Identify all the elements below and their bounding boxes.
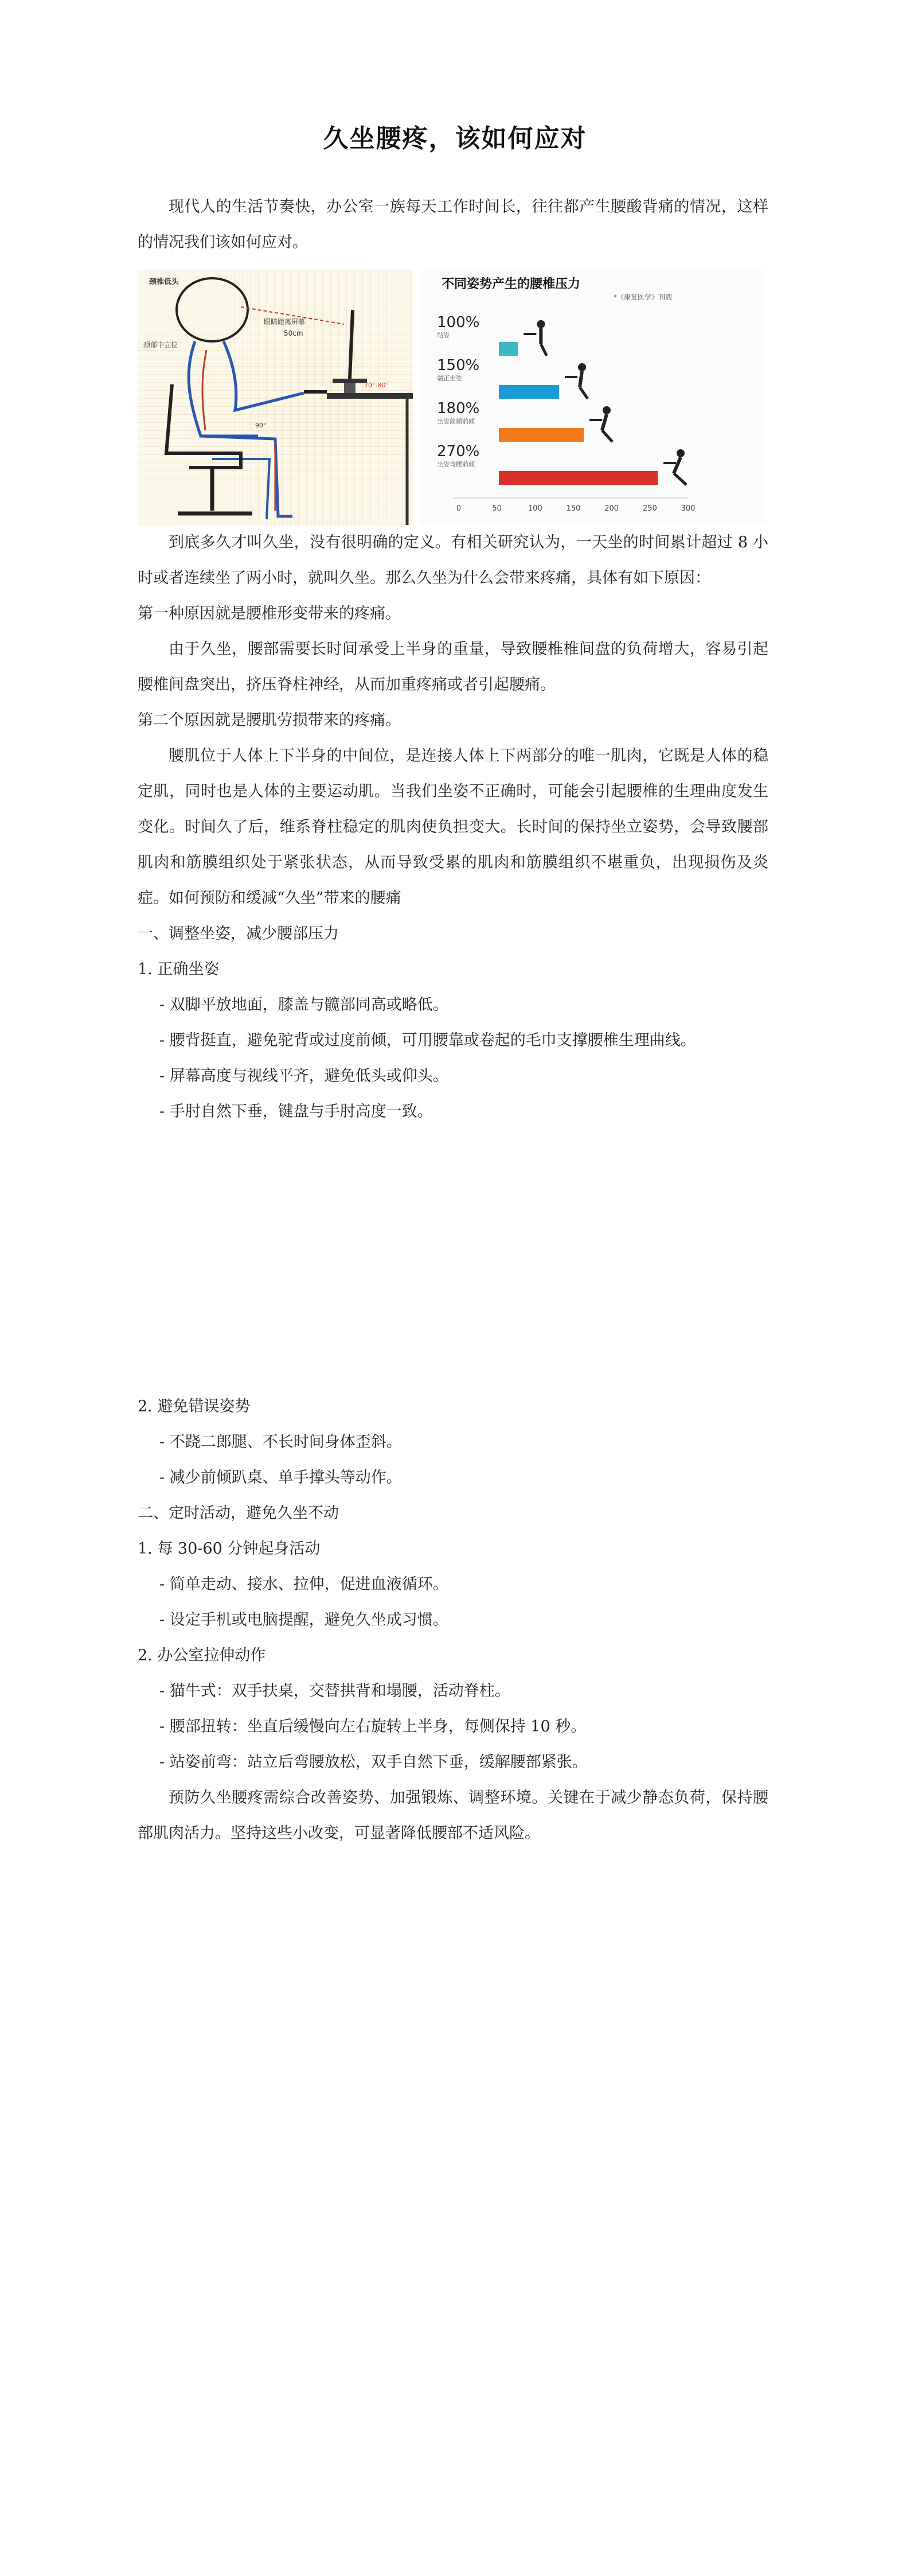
x-tick-label: 250 [642, 504, 657, 513]
pressure-bar [499, 342, 518, 356]
page-title: 久坐腰疼，该如何应对 [323, 124, 587, 153]
subsection-stretch: 2. 办公室拉伸动作 [138, 1647, 266, 1664]
pressure-bar [499, 471, 658, 485]
pictogram-body-icon [674, 457, 681, 473]
pictogram-leg-icon [602, 430, 612, 442]
conclusion-paragraph: 预防久坐腰疼需综合改善姿势、加强锻炼、调整环境。关键在于减少静态负荷，保持腰部肌肉活力。坚持这些小改变，可显著降低腰部不适风险。 [138, 1789, 768, 1842]
subsection-correct-posture: 1. 正确坐姿 [138, 960, 220, 978]
bar-posture-label: 站姿 [437, 332, 450, 339]
pressure-chart-svg [419, 270, 766, 525]
paragraph-definition: 到底多久才叫久坐，没有很明确的定义。有相关研究认为，一天坐的时间累计超过 8 小时或者连续坐了两小时，就叫久坐。那么久坐为什么会带来疼痛，具体有如下原因： [138, 534, 768, 587]
bar-posture-label: 坐姿弯腰前倾 [437, 461, 475, 468]
x-tick-label: 50 [492, 504, 502, 513]
label-head: 颈椎低头 [149, 278, 179, 286]
label-elbow: 90° [255, 422, 267, 429]
intro-paragraph: 现代人的生活节奏快，办公室一族每天工作时间长，往往都产生腰酸背痛的情况，这样的情况我们该如何应对。 [138, 198, 768, 251]
paragraph-disc: 由于久坐，腰部需要长时间承受上半身的重量，导致腰椎椎间盘的负荷增大，容易引起腰椎间盘突出，挤压脊柱神经，从而加重疼痛或者引起腰痛。 [138, 640, 768, 694]
pictogram-desk-icon [565, 376, 577, 378]
bullet-twist: - 腰部扭转：坐直后缓慢向左右旋转上半身，每侧保持 10 秒。 [159, 1718, 587, 1736]
prevention-heading: 如何预防和缓减“久坐”带来的腰痛 [169, 889, 401, 907]
posture-pictogram-icon [524, 320, 546, 356]
bullet-lean: - 减少前倾趴桌、单手撑头等动作。 [159, 1469, 402, 1487]
bullet-reminder: - 设定手机或电脑提醒，避免久坐成习惯。 [159, 1611, 448, 1629]
pictogram-head-icon [603, 406, 611, 414]
label-angle: 70°-80° [364, 382, 389, 389]
x-tick-label: 100 [528, 504, 542, 513]
posture-pictogram-icon [589, 406, 612, 442]
bar-pct-label: 150% [437, 357, 480, 374]
pictogram-leg-icon [580, 387, 588, 399]
pictogram-leg-icon [674, 473, 686, 485]
bullet-elbow: - 手肘自然下垂，键盘与手肘高度一致。 [159, 1103, 433, 1120]
x-tick-label: 150 [566, 504, 581, 513]
x-tick-label: 0 [456, 504, 462, 513]
reason-two: 第二个原因就是腰肌劳损带来的疼痛。 [138, 711, 401, 729]
pictogram-head-icon [677, 449, 685, 457]
posture-pictogram-icon [663, 449, 686, 485]
posture-illustration [138, 270, 413, 525]
paragraph-muscle: 腰肌位于人体上下半身的中间位，是连接人体上下两部分的唯一肌肉，它既是人体的稳定肌，同时也是人体的主要运动肌。当我们坐姿不正确时，可能会引起腰椎的生理曲度发生变化。时间久了后，维系脊柱稳定的肌肉使负担变大。长时间的保持坐立姿势，会导致腰部肌肉和筋膜组织处于紧张状态，从而导致受累的肌肉和筋膜组织不堪重负，出现损伤及炎症。 [138, 747, 768, 907]
bar-pct-label: 270% [437, 443, 480, 460]
posture-pictogram-icon [565, 363, 588, 399]
pictogram-body-icon [580, 371, 582, 387]
bar-pct-label: 100% [437, 314, 480, 331]
bullet-cat-cow: - 猫牛式：双手扶桌，交替拱背和塌腰，活动脊柱。 [159, 1682, 510, 1700]
bullet-back: - 腰背挺直，避免驼背或过度前倾，可用腰靠或卷起的毛巾支撑腰椎生理曲线。 [159, 1032, 696, 1049]
pictogram-body-icon [602, 414, 607, 430]
label-distance-value: 50cm [284, 329, 303, 337]
pressure-bar [499, 385, 559, 399]
bullet-feet: - 双脚平放地面，膝盖与髋部同高或略低。 [159, 996, 448, 1014]
pictogram-desk-icon [663, 462, 676, 464]
pictogram-desk-icon [589, 419, 602, 421]
posture-drawing [138, 270, 413, 525]
bullet-screen: - 屏幕高度与视线平齐，避免低头或仰头。 [159, 1067, 448, 1085]
x-tick-label: 200 [604, 504, 619, 513]
chart-source: *《康复医学》刊载 [614, 293, 673, 301]
pressure-bar [499, 428, 584, 442]
bullet-legs: - 不跷二郎腿、不长时间身体歪斜。 [159, 1433, 402, 1451]
bar-pct-label: 180% [437, 400, 480, 417]
section-one-heading: 一、调整坐姿，减少腰部压力 [138, 925, 339, 943]
pictogram-head-icon [537, 320, 545, 328]
label-distance: 眼睛距离屏幕 [264, 318, 306, 326]
section-two-heading: 二、定时活动，避免久坐不动 [138, 1504, 339, 1522]
pictogram-desk-icon [524, 333, 536, 335]
chart-title: 不同姿势产生的腰椎压力 [442, 277, 581, 291]
bullet-walk: - 简单走动、接水、拉伸，促进血液循环。 [159, 1575, 448, 1593]
label-neck: 颈部中立位 [143, 341, 178, 349]
bar-posture-label: 坐姿前倾前倾 [437, 418, 475, 425]
pressure-chart [419, 270, 766, 525]
x-tick-label: 300 [681, 504, 696, 513]
subsection-get-up: 1. 每 30-60 分钟起身活动 [138, 1540, 321, 1558]
subsection-avoid-posture: 2. 避免错误姿势 [138, 1398, 251, 1415]
reason-one: 第一种原因就是腰椎形变带来的疼痛。 [138, 605, 401, 622]
bullet-forward-bend: - 站姿前弯：站立后弯腰放松，双手自然下垂，缓解腰部紧张。 [159, 1753, 588, 1771]
bar-posture-label: 端正坐姿 [437, 375, 462, 382]
pictogram-head-icon [578, 363, 586, 371]
pictogram-leg-icon [541, 344, 546, 356]
